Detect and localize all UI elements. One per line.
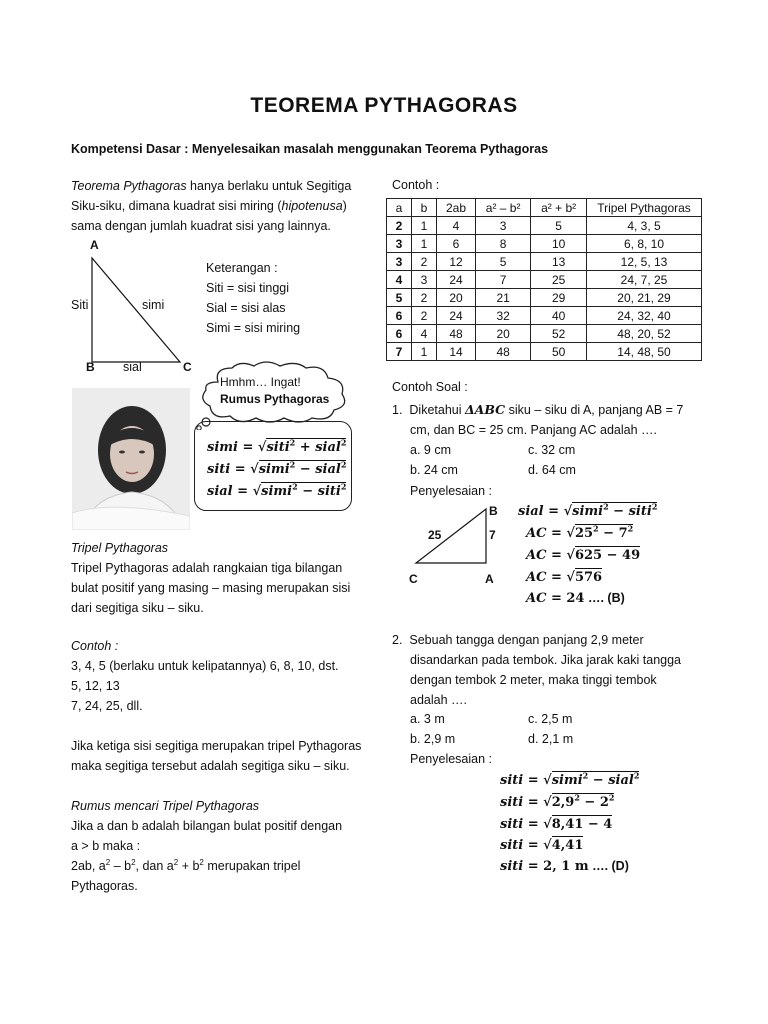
formula-op: +	[299, 440, 311, 455]
table-cell: 48	[437, 325, 476, 343]
table-cell: 24	[437, 307, 476, 325]
cloud-text-1: Hmhm… Ingat!	[220, 375, 301, 389]
table-cell: 5	[387, 289, 412, 307]
formula-term: siti	[266, 440, 290, 455]
sial-label: sial	[123, 360, 142, 374]
table-row	[387, 271, 702, 289]
jika-text: maka segitiga tersebut adalah segitiga siku – siku.	[71, 759, 350, 773]
math-term: 8,41 − 4	[551, 817, 613, 832]
table-cell: 6, 8, 10	[587, 235, 702, 253]
q1-vertex-b: B	[489, 504, 498, 518]
answer-label: …. (D)	[588, 859, 629, 873]
q2-step-5: siti = 2, 1 m …. (D)	[500, 859, 629, 874]
question-text: siku – siku di A, panjang AB = 7	[505, 403, 684, 417]
q1-vertex-c: C	[409, 572, 418, 586]
rumus-tripel-text: Pythagoras.	[71, 879, 138, 893]
formula-sial: sial = √simi$^2$ − siti$^2$	[207, 481, 347, 499]
intro-text: sama dengan jumlah kuadrat sisi yang lainnya.	[71, 219, 331, 233]
student-photo	[72, 388, 190, 530]
math-term: 25	[574, 526, 594, 541]
q1-step-5: AC = 24 …. (B)	[526, 591, 625, 606]
formula-term: sial	[315, 440, 341, 455]
q2-step-4: siti = √4,41	[500, 838, 584, 853]
table-cell: 20	[437, 289, 476, 307]
keterangan-title: Keterangan :	[206, 261, 278, 275]
col-tripel: Tripel Pythagoras	[587, 199, 702, 217]
expr-part: – b	[110, 859, 132, 873]
math-term: sial	[608, 773, 634, 788]
table-header-row	[387, 199, 702, 217]
math-term: simi	[572, 504, 604, 519]
contoh-heading: Contoh :	[71, 639, 119, 653]
math-term: 2, 1 m	[543, 859, 589, 874]
tripel-text: dari segitiga siku – siku.	[71, 601, 204, 615]
intro-paragraph	[71, 176, 351, 236]
q1-hyp-label: 25	[428, 528, 442, 542]
triangle-diagram	[70, 236, 210, 376]
contoh-item: 7, 24, 25, dll.	[71, 699, 143, 713]
formula-term: simi	[261, 484, 293, 499]
question-text: Diketahui	[409, 403, 465, 417]
table-cell: 6	[437, 235, 476, 253]
jika-text: Jika ketiga sisi segitiga merupakan tripel Pythagoras	[71, 739, 362, 753]
table-cell: 6	[387, 307, 412, 325]
math-term: 625 − 49	[574, 548, 641, 563]
q2-step-1: siti = √simi$^2$ − sial$^2$	[500, 770, 640, 788]
vertex-b-label: B	[86, 360, 95, 374]
penyelesaian-label: Penyelesaian :	[410, 752, 493, 766]
math-term: siti	[500, 795, 524, 810]
formula-lhs: siti	[207, 462, 231, 477]
rumus-tripel-text: Jika a dan b adalah bilangan bulat positif dengan	[71, 819, 343, 833]
table-row	[387, 235, 702, 253]
formula-lhs: simi	[207, 440, 238, 455]
col-2ab: 2ab	[437, 199, 476, 217]
table-cell: 21	[476, 289, 531, 307]
table-row	[387, 307, 702, 325]
table-cell: 1	[412, 235, 437, 253]
keterangan-item: Sial = sisi alas	[206, 301, 286, 315]
table-cell: 1	[412, 343, 437, 361]
tripel-section	[71, 538, 350, 618]
math-term: 576	[574, 570, 603, 585]
math-term: 7	[618, 526, 628, 541]
math-term: siti	[628, 504, 652, 519]
intro-text: Siku-siku, dimana kuadrat sisi miring (	[71, 199, 282, 213]
option-a: a. 9 cm	[410, 443, 451, 457]
formula-op: −	[299, 462, 311, 477]
option-c: c. 2,5 m	[528, 712, 573, 726]
table-cell: 25	[531, 271, 587, 289]
table-cell: 13	[531, 253, 587, 271]
formula-term: sial	[315, 462, 341, 477]
vertex-c-label: C	[183, 360, 192, 374]
simi-label: simi	[142, 298, 165, 312]
col-a2-plus-b2: a² + b²	[531, 199, 587, 217]
formula-op: −	[302, 484, 314, 499]
table-cell: 48, 20, 52	[587, 325, 702, 343]
kompetensi-dasar: Kompetensi Dasar : Menyelesaikan masalah menggunakan Teorema Pythagoras	[71, 142, 549, 156]
table-cell: 3	[387, 235, 412, 253]
table-label: Contoh :	[392, 178, 440, 192]
table-cell: 4	[387, 271, 412, 289]
option-b: b. 24 cm	[410, 463, 458, 477]
question-2	[392, 630, 681, 710]
math-term: siti	[500, 773, 524, 788]
triangle-shape	[92, 258, 180, 362]
col-b: b	[412, 199, 437, 217]
table-cell: 5	[476, 253, 531, 271]
table-cell: 5	[531, 217, 587, 235]
q1-step-3: AC = √625 − 49	[526, 548, 641, 563]
table-cell: 14	[437, 343, 476, 361]
math-term: 4,41	[551, 838, 584, 853]
question-text: disandarkan pada tembok. Jika jarak kaki tangga	[410, 653, 681, 667]
expr-part: 2ab, a	[71, 859, 106, 873]
table-cell: 2	[387, 217, 412, 235]
formula-lhs: sial	[207, 484, 233, 499]
col-a: a	[387, 199, 412, 217]
q1-step-1: sial = √simi$^2$ − siti$^2$	[518, 501, 658, 519]
math-term: AC	[526, 548, 547, 563]
contoh-item: 5, 12, 13	[71, 679, 120, 693]
keterangan-item: Simi = sisi miring	[206, 321, 301, 335]
table-cell: 52	[531, 325, 587, 343]
formula-siti: siti = √simi$^2$ − sial$^2$	[207, 459, 347, 477]
table-cell: 7	[476, 271, 531, 289]
question-number: 2.	[392, 633, 403, 647]
table-cell: 1	[412, 217, 437, 235]
table-row	[387, 253, 702, 271]
question-text: dengan tembok 2 meter, maka tinggi tembok	[410, 673, 657, 687]
rumus-tripel-section	[71, 796, 342, 896]
table-row	[387, 217, 702, 235]
contoh-item: 3, 4, 5 (berlaku untuk kelipatannya) 6, 8, 10, dst.	[71, 659, 339, 673]
tripel-text: bulat positif yang masing – masing merupakan sisi	[71, 581, 351, 595]
q1-vertex-a: A	[485, 572, 494, 586]
table-cell: 48	[476, 343, 531, 361]
keterangan	[206, 258, 300, 338]
math-term: siti	[500, 838, 524, 853]
page-title: TEOREMA PYTHAGORAS	[250, 94, 518, 117]
q1-side-label: 7	[489, 528, 496, 542]
q2-step-3: siti = √8,41 − 4	[500, 817, 613, 832]
table-row	[387, 343, 702, 361]
table-cell: 32	[476, 307, 531, 325]
tripel-heading: Tripel Pythagoras	[71, 541, 169, 555]
soal-heading: Contoh Soal :	[392, 380, 468, 394]
table-cell: 2	[412, 253, 437, 271]
table-cell: 29	[531, 289, 587, 307]
q2-step-2: siti = $√2,9^2 - 2^2$	[500, 792, 615, 810]
option-a: a. 3 m	[410, 712, 445, 726]
keterangan-item: Siti = sisi tinggi	[206, 281, 290, 295]
question-1	[392, 400, 683, 440]
formula-simi: simi = √siti$^2$ + sial$^2$	[207, 437, 347, 455]
table-cell: 24, 32, 40	[587, 307, 702, 325]
math-term: siti	[500, 859, 524, 874]
col-a2-minus-b2: a² – b²	[476, 199, 531, 217]
tripel-table	[386, 198, 702, 361]
tripel-text: Tripel Pythagoras adalah rangkaian tiga bilangan	[71, 561, 343, 575]
question-text: Sebuah tangga dengan panjang 2,9 meter	[409, 633, 644, 647]
math-term: sial	[518, 504, 544, 519]
formula-term: simi	[258, 462, 290, 477]
table-cell: 50	[531, 343, 587, 361]
rumus-tripel-heading: Rumus mencari Tripel Pythagoras	[71, 799, 260, 813]
table-cell: 8	[476, 235, 531, 253]
table-cell: 12	[437, 253, 476, 271]
math-term: 2,9	[551, 795, 575, 810]
intro-text: hanya berlaku untuk Segitiga	[186, 179, 352, 193]
siti-label: Siti	[71, 298, 89, 312]
table-cell: 3	[412, 271, 437, 289]
formula-term: siti	[317, 484, 341, 499]
answer-label: …. (B)	[584, 591, 625, 605]
q1-triangle	[410, 505, 490, 567]
table-cell: 40	[531, 307, 587, 325]
table-cell: 6	[387, 325, 412, 343]
intro-term: Teorema Pythagoras	[71, 179, 187, 193]
cloud-text-2: Rumus Pythagoras	[220, 392, 330, 406]
expr-part: + b	[178, 859, 200, 873]
expr-part: merupakan tripel	[203, 859, 301, 873]
table-cell: 20, 21, 29	[587, 289, 702, 307]
table-cell: 24, 7, 25	[587, 271, 702, 289]
rumus-tripel-text: a > b maka :	[71, 839, 141, 853]
q1-step-4: AC = √576	[526, 570, 603, 585]
expr-part: , dan a	[135, 859, 174, 873]
table-cell: 2	[412, 289, 437, 307]
question-text: cm, dan BC = 25 cm. Panjang AC adalah ….	[410, 423, 658, 437]
contoh-left	[71, 636, 339, 716]
math-term: siti	[500, 817, 524, 832]
math-term: simi	[551, 773, 583, 788]
table-cell: 10	[531, 235, 587, 253]
math-term: 24	[566, 591, 585, 606]
table-cell: 14, 48, 50	[587, 343, 702, 361]
math-term: AC	[526, 591, 547, 606]
jika-paragraph	[71, 736, 361, 776]
option-d: d. 64 cm	[528, 463, 576, 477]
table-row	[387, 325, 702, 343]
table-cell: 2	[412, 307, 437, 325]
math-term: AC	[526, 570, 547, 585]
option-c: c. 32 cm	[528, 443, 576, 457]
q1-step-2: AC = $√25^2 - 7^2$	[526, 523, 634, 541]
table-cell: 4, 3, 5	[587, 217, 702, 235]
vertex-a-label: A	[90, 238, 99, 252]
table-cell: 24	[437, 271, 476, 289]
question-number: 1.	[392, 403, 403, 417]
table-cell: 4	[437, 217, 476, 235]
triangle-symbol: ΔABC	[464, 402, 506, 417]
question-text: adalah ….	[410, 693, 467, 707]
math-term: AC	[526, 526, 547, 541]
option-d: d. 2,1 m	[528, 732, 574, 746]
table-cell: 3	[387, 253, 412, 271]
option-b: b. 2,9 m	[410, 732, 456, 746]
math-term: 2	[599, 795, 609, 810]
table-cell: 7	[387, 343, 412, 361]
table-cell: 4	[412, 325, 437, 343]
rumus-tripel-expression: 2ab, $a^2 - b^2$, dan $a^2 + b^2$ merupakan tripel	[71, 857, 301, 873]
penyelesaian-label: Penyelesaian :	[410, 484, 493, 498]
table-cell: 3	[476, 217, 531, 235]
table-cell: 12, 5, 13	[587, 253, 702, 271]
intro-text: )	[342, 199, 347, 213]
table-cell: 20	[476, 325, 531, 343]
table-row	[387, 289, 702, 307]
intro-term-hipotenusa: hipotenusa	[281, 199, 343, 213]
